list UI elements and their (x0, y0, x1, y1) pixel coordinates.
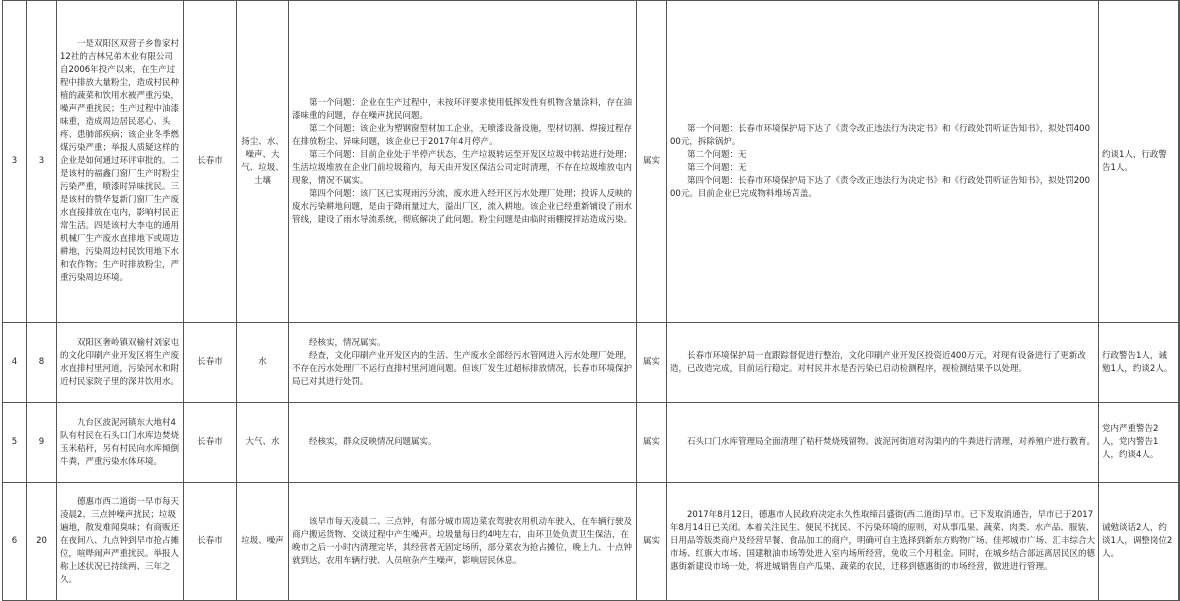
row-index-cell: 5 (3, 403, 27, 483)
district-cell: 长春市 (184, 323, 237, 403)
mark-cell (1179, 323, 1180, 403)
table-body (3, 1, 1180, 601)
complaint-content-cell (57, 403, 184, 483)
district-cell: 长春市 (184, 483, 237, 601)
findings-paragraph: 经核实，群众反映情况问题属实。 (309, 437, 437, 447)
complaint-number-cell: 3 (27, 1, 57, 323)
row-index-cell: 4 (3, 323, 27, 403)
complaint-content-cell (57, 483, 184, 601)
mark-cell (1179, 403, 1180, 483)
verdict-cell: 属实 (637, 323, 667, 403)
complaint-content-cell (57, 323, 184, 403)
handling-cell (667, 1, 1099, 323)
findings-paragraph: 经查，文化印刷产业开发区内的生活、生产废水全部经污水管网进入污水处理厂处理，不存在污水处理厂不运行直排村里河道问题。但该厂发生过超标排放情况，长春市环境保护局已对其进行处罚。 (292, 350, 633, 387)
district-cell: 长春市 (184, 403, 237, 483)
accountability-cell: 党内严重警告2人，党内警告1人，约谈4人。 (1099, 403, 1179, 483)
findings-paragraph: 第三个问题：目前企业处于半停产状态，生产垃圾转运至开发区垃圾中转站进行处理；生活垃圾堆放在企业门前垃圾箱内，每天由开发区保洁公司定时清理，不存在垃圾堆放屯内现象，情况不属实。 (292, 149, 633, 186)
handling-paragraph: 石头口门水库管理局全面清理了秸秆焚烧残留物。波泥河街道对沟渠内的牛粪进行清理，对养殖户进行教育。 (687, 437, 1096, 447)
verdict-cell: 属实 (637, 1, 667, 323)
findings-paragraph: 经核实，情况属实。 (309, 337, 386, 348)
verdict-cell: 属实 (637, 483, 667, 601)
pollution-type-cell: 扬尘、水、噪声、大气、垃圾、土壤 (237, 1, 289, 323)
findings-cell (289, 403, 637, 483)
accountability-cell: 约谈1人，行政警告1人。 (1099, 1, 1179, 323)
complaint-number-cell: 8 (27, 323, 57, 403)
findings-cell (289, 323, 637, 403)
findings-paragraph: 该早市每天凌晨二、三点钟，有部分城市周边菜农驾驶农用机动车驶入，在车辆行驶及商户搬运货物、交谈过程中产生噪声。垃圾量每日约4吨左右，由环卫处负责卫生保洁，在晚市之后一小时内清理完毕，其经营者无固定场所，部分菜农为抢占摊位，晚上九、十点钟就到达，农用车辆行驶、人员喧杂产生噪声，影响居民休息。 (292, 516, 633, 566)
handling-paragraph: 第三个问题：无 (687, 162, 747, 173)
table-row (3, 1, 1180, 323)
row-index-cell: 3 (3, 1, 27, 323)
accountability-cell: 诫勉谈话2人，约谈1人，调整岗位2人。 (1099, 483, 1179, 601)
district-cell: 长春市 (184, 1, 237, 323)
complaint-number-cell: 9 (27, 403, 57, 483)
pollution-type-cell: 大气、水 (237, 403, 289, 483)
table-row (3, 323, 1180, 403)
handling-cell (667, 403, 1099, 483)
handling-paragraph: 第四个问题：长春市环境保护局下达了《责令改正违法行为决定书》和《行政处罚听证告知书》，拟处罚20000元。目前企业已完成物料堆场苫盖。 (670, 175, 1090, 199)
complaint-number-cell: 20 (27, 483, 57, 601)
accountability-cell: 行政警告1人，诫勉1人，约谈2人。 (1099, 323, 1179, 403)
findings-paragraph: 第四个问题：该厂区已实现雨污分流，废水进入经开区污水处理厂处理；投诉人反映的废水污染耕地问题，是由于降雨量过大，溢出厂区，流入耕地。该企业已经重新铺设了雨水管线，建设了雨水导流系统，彻底解决了此问题。粉尘问题是由临时雨棚搅拌站造成污染。 (292, 188, 633, 225)
complaint-text: 德惠市西二道街一早市每天凌晨2、三点钟噪声扰民；垃圾遍地，散发难闻臭味；有商贩还在夜间八、九点钟到早市抢占摊位，喧哗闹声严重扰民。举报人称上述状况已持续两、三年之久。 (60, 497, 180, 585)
handling-paragraph: 长春市环境保护局一直跟踪督促进行整治，文化印刷产业开发区投资近400万元，对现有设备进行了更新改造，已改造完成，目前运行稳定。对村民井水是否污染已启动检测程序，视检测结果予以处理。 (670, 350, 1086, 374)
table-row (3, 483, 1180, 601)
complaint-table (2, 0, 1180, 601)
verdict-cell: 属实 (637, 403, 667, 483)
mark-cell (1179, 1, 1180, 323)
complaint-text: 一是双阳区双营子乡鲁家村12社的吉林兄弟木业有限公司自2006年投产以来，在生产过程中排放大量粉尘，造成村民种植的蔬菜和饮用水被严重污染，噪声严重扰民；生产过程中油漆味重，造成周边居民恶心、头疼、患肺部疾病；该企业冬季燃煤污染严重；举报人质疑这样的企业是如何通过环评审批的。二是该村的福鑫门窗厂生产时粉尘污染严重，喷漆时异味扰民。三是该村的赞华复新门窗厂生产废水直接排放在屯内，影响村民正常生活。四是该村大李屯的通用机械厂生产废水直排地下或周边耕地，污染周边村民饮用地下水和农作物；生产时排放粉尘，严重污染周边环境。 (60, 39, 180, 283)
row-index-cell: 6 (3, 483, 27, 601)
findings-paragraph: 第一个问题：企业在生产过程中，未按环评要求使用低挥发性有机物含量涂料，存在油漆味重的问题，存在噪声扰民问题。 (292, 97, 633, 121)
pollution-type-cell: 垃圾、噪声 (237, 483, 289, 601)
handling-cell (667, 483, 1099, 601)
table-row (3, 403, 1180, 483)
pollution-type-cell: 水 (237, 323, 289, 403)
findings-paragraph: 第二个问题：该企业为塑钢窗型材加工企业，无喷漆设备设施，型材切割、焊接过程存在排放粉尘、异味问题，该企业已于2017年4月停产。 (292, 123, 633, 147)
complaint-text: 九台区波泥河镇东大地村4队有村民在石头口门水库边焚烧玉米秸秆，另有村民向水库倾倒牛粪，严重污染水体环境。 (60, 417, 180, 467)
handling-cell (667, 323, 1099, 403)
findings-cell (289, 1, 637, 323)
handling-paragraph: 第二个问题：无 (687, 149, 747, 160)
mark-cell (1179, 483, 1180, 601)
handling-paragraph: 第一个问题：长春市环境保护局下达了《责令改正违法行为决定书》和《行政处罚听证告知书》，拟处罚40000元，拆除锅炉。 (670, 123, 1090, 147)
findings-cell (289, 483, 637, 601)
complaint-text: 双阳区奢岭镇双榆村刘家屯的文化印刷产业开发区将生产废水直排村里河道，污染河水和附近村民家院子里的深井饮用水。 (60, 337, 180, 387)
handling-paragraph: 2017年8月12日，德惠市人民政府决定永久性取缔吕盛街(西二道街)早市。已下发取消通告，早市已于2017年8月14日已关闭。本着关注民生、便民不扰民、不污染环境的原则，对从事瓜果、蔬菜、肉类、水产品、服装、日用品等版类商户及经营早餐、食品加工的商户，明确可自主选择到新东方购物广场、佳邦城市广场、汇丰综合大市场、红旗大市场、国建粮油市场等处进入室内场所经营，免收三个月租金。同时，在城乡结合部远离居民区的德惠街新建设市场一处，将进城销售自产瓜果、蔬菜的农民，迁移到德惠街的市场经营，做进进行管理。 (670, 510, 1096, 572)
complaint-content-cell (57, 1, 184, 323)
